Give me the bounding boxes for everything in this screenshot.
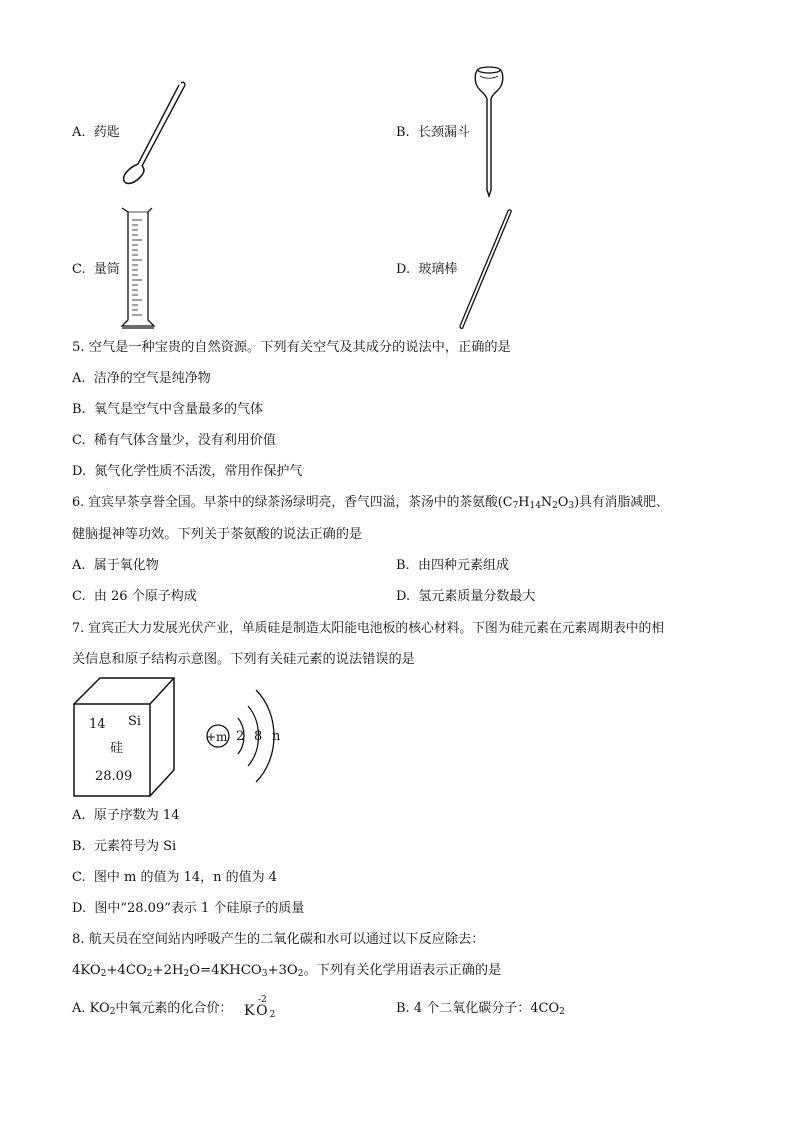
option-8b: B. 4 个二氧化碳分子：$4CO_2$ [396,1001,565,1017]
option-8a: A. $KO_2$中氧元素的化合价： [72,1001,233,1017]
option-4c: C. 量筒 [72,262,120,277]
option-7c: C. 图中 m 的值为 14，n 的值为 4 [72,870,278,885]
element-number: 14 [89,717,106,732]
question-6-stem-line1: 6. 宜宾早茶享誉全国。早茶中的绿茶汤绿明亮，香气四溢，茶汤中的茶氨酸$(C_7H_{14}N_2O_3)$具有消脂减肥、 [72,495,669,511]
glass-rod-icon [456,208,516,330]
option-7b: B. 元素符号为 Si [72,839,177,854]
question-8-stem-line1: 8. 航天员在空间站内呼吸产生的二氧化碳和水可以通过以下反应除去： [72,932,485,947]
option-6d: D. 氢元素质量分数最大 [396,589,536,604]
long-neck-funnel-icon [472,64,506,198]
atom-shell-3: n [272,729,281,744]
atom-nucleus: +m [206,730,228,744]
medicine-spoon-icon [118,80,188,186]
question-5-stem: 5. 空气是一种宝贵的自然资源。下列有关空气及其成分的说法中，正确的是 [72,340,511,355]
valence-formula: $KO_2$ [244,1003,278,1020]
question-7-stem-line2: 关信息和原子结构示意图。下列有关硅元素的说法错误的是 [72,652,415,667]
question-6-stem-line2: 健脑提神等功效。下列关于茶氨酸的说法正确的是 [72,527,363,542]
atom-shell-2: 8 [254,729,263,744]
option-6a: A. 属于氧化物 [72,558,159,573]
option-4b: B. 长颈漏斗 [396,125,470,140]
question-8-equation: $4KO_2+4CO_2+2H_2O=4KHCO_3+3O_2$。下列有关化学用语表示正确的是 [72,963,502,979]
option-6b: B. 由四种元素组成 [396,558,509,573]
option-6c: C. 由 26 个原子构成 [72,589,197,604]
option-5c: C. 稀有气体含量少，没有利用价值 [72,433,276,448]
option-4a: A. 药匙 [72,125,120,140]
valence-mark: -2 [258,995,267,1005]
graduated-cylinder-icon [118,206,158,330]
option-7a: A. 原子序数为 14 [72,808,180,823]
option-5b: B. 氧气是空气中含量最多的气体 [72,402,263,417]
element-symbol: Si [128,714,142,729]
option-4d: D. 玻璃棒 [396,262,458,277]
option-5a: A. 洁净的空气是纯净物 [72,371,211,386]
element-name: 硅 [110,741,124,756]
option-5d: D. 氮气化学性质不活泼，常用作保护气 [72,464,303,479]
question-7-stem-line1: 7. 宜宾正大力发展光伏产业，单质硅是制造太阳能电池板的核心材料。下图为硅元素在元素周期表中的相 [72,621,665,636]
element-mass: 28.09 [95,769,133,784]
option-7d: D. 图中“28.09”表示 1 个硅原子的质量 [72,901,305,916]
atom-shell-1: 2 [236,729,245,744]
